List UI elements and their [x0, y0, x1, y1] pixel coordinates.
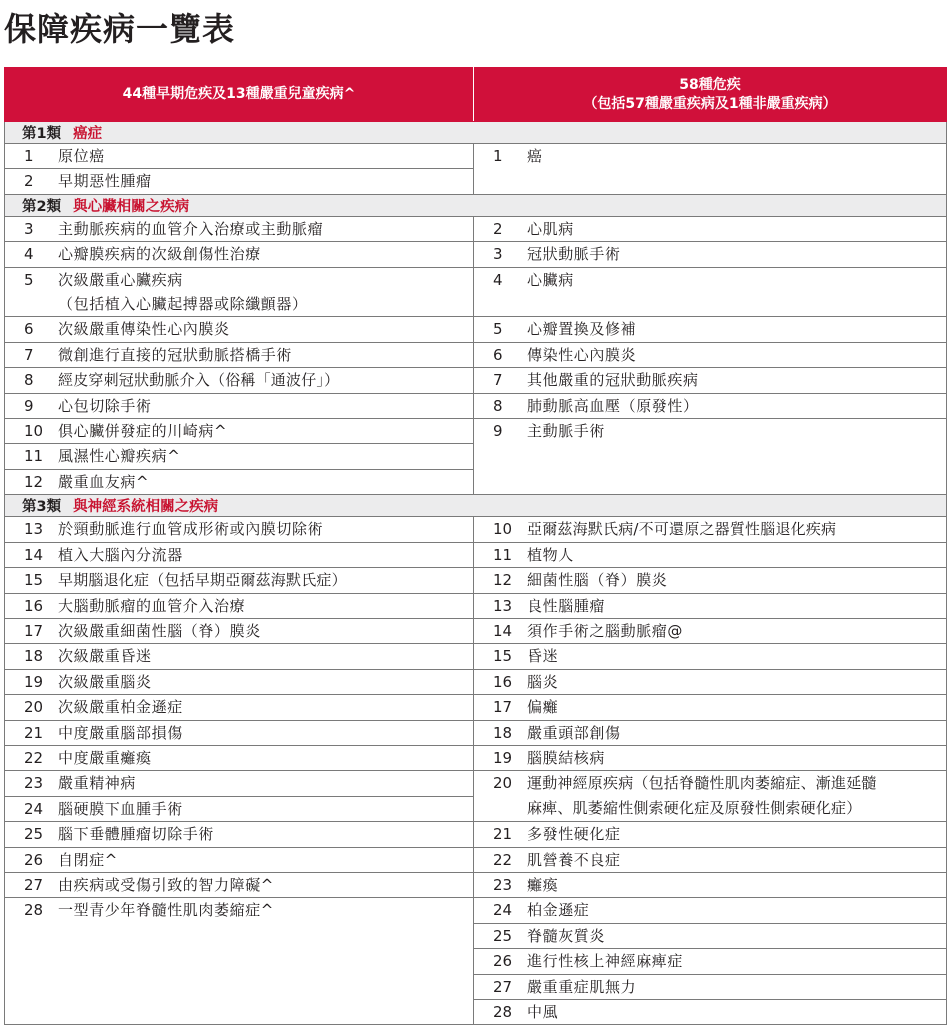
right-item: 17 偏癱 [474, 695, 947, 720]
left-item: 3 主動脈疾病的血管介入治療或主動脈瘤 [5, 216, 474, 241]
right-item: 23 癱瘓 [474, 872, 947, 897]
left-item: 2 早期惡性腫瘤 [5, 169, 474, 194]
left-item: 20 次級嚴重柏金遜症 [5, 695, 474, 720]
right-item: 5 心瓣置換及修補 [474, 317, 947, 342]
header-critical-illness: 58種危疾 （包括57種嚴重疾病及1種非嚴重疾病） [474, 68, 947, 122]
left-item: 6 次級嚴重傳染性心內膜炎 [5, 317, 474, 342]
left-item: 17 次級嚴重細菌性腦（脊）膜炎 [5, 618, 474, 643]
right-item: 2 心肌病 [474, 216, 947, 241]
left-item: 7 微創進行直接的冠狀動脈搭橋手術 [5, 342, 474, 367]
right-item: 20 運動神經原疾病（包括脊髓性肌肉萎縮症、漸進延髓 麻痺、肌萎縮性側索硬化症及原發性側索硬化症） [474, 771, 947, 822]
right-item: 19 腦膜結核病 [474, 745, 947, 770]
left-item: 9 心包切除手術 [5, 393, 474, 418]
right-item: 24 柏金遜症 [474, 898, 947, 923]
left-item: 10 俱心臟併發症的川崎病^ [5, 419, 474, 444]
left-item: 23 嚴重精神病 [5, 771, 474, 796]
left-item: 21 中度嚴重腦部損傷 [5, 720, 474, 745]
right-item: 28 中風 [474, 1000, 947, 1025]
right-item: 18 嚴重頭部創傷 [474, 720, 947, 745]
category-heading-cancer: 第1類 癌症 [5, 122, 947, 144]
right-item: 13 良性腦腫瘤 [474, 593, 947, 618]
right-item: 9 主動脈手術 [474, 419, 947, 495]
left-item: 25 腦下垂體腫瘤切除手術 [5, 822, 474, 847]
left-item: 14 植入大腦內分流器 [5, 542, 474, 567]
right-item: 12 細菌性腦（脊）膜炎 [474, 568, 947, 593]
right-item: 4 心臟病 [474, 267, 947, 317]
category-heading-heart: 第2類 與心臟相關之疾病 [5, 194, 947, 216]
left-item: 5 次級嚴重心臟疾病 （包括植入心臟起搏器或除纖顫器） [5, 267, 474, 317]
left-item: 12 嚴重血友病^ [5, 469, 474, 494]
right-item: 7 其他嚴重的冠狀動脈疾病 [474, 368, 947, 393]
right-item: 11 植物人 [474, 542, 947, 567]
left-item: 26 自閉症^ [5, 847, 474, 872]
left-item: 16 大腦動脈瘤的血管介入治療 [5, 593, 474, 618]
right-item: 21 多發性硬化症 [474, 822, 947, 847]
category-heading-nervous-system: 第3類 與神經系統相關之疾病 [5, 495, 947, 517]
left-item: 19 次級嚴重腦炎 [5, 669, 474, 694]
right-item: 25 脊髓灰質炎 [474, 923, 947, 948]
left-item: 4 心瓣膜疾病的次級創傷性治療 [5, 242, 474, 267]
right-item: 27 嚴重重症肌無力 [474, 974, 947, 999]
left-item: 22 中度嚴重癱瘓 [5, 745, 474, 770]
left-item: 1 原位癌 [5, 144, 474, 169]
left-item: 15 早期腦退化症（包括早期亞爾茲海默氏症） [5, 568, 474, 593]
left-item: 13 於頸動脈進行血管成形術或內膜切除術 [5, 517, 474, 542]
right-item: 26 進行性核上神經麻痺症 [474, 949, 947, 974]
left-item: 27 由疾病或受傷引致的智力障礙^ [5, 872, 474, 897]
right-item: 1 癌 [474, 144, 947, 195]
right-item: 22 肌營養不良症 [474, 847, 947, 872]
right-item: 16 腦炎 [474, 669, 947, 694]
right-item: 8 肺動脈高血壓（原發性） [474, 393, 947, 418]
header-early-critical-illness: 44種早期危疾及13種嚴重兒童疾病^ [5, 68, 474, 122]
disease-table [4, 67, 947, 1025]
left-item: 8 經皮穿刺冠狀動脈介入（俗稱「通波仔」） [5, 368, 474, 393]
right-item: 3 冠狀動脈手術 [474, 242, 947, 267]
right-item: 10 亞爾茲海默氏病/不可還原之器質性腦退化疾病 [474, 517, 947, 542]
left-item: 28 一型青少年脊髓性肌肉萎縮症^ [5, 898, 474, 1025]
page-title: 保障疾病一覽表 [4, 10, 236, 48]
right-item: 14 須作手術之腦動脈瘤@ [474, 618, 947, 643]
left-item: 11 風濕性心瓣疾病^ [5, 444, 474, 469]
left-item: 24 腦硬膜下血腫手術 [5, 796, 474, 821]
left-item: 18 次級嚴重昏迷 [5, 644, 474, 669]
right-item: 15 昏迷 [474, 644, 947, 669]
right-item: 6 傳染性心內膜炎 [474, 342, 947, 367]
